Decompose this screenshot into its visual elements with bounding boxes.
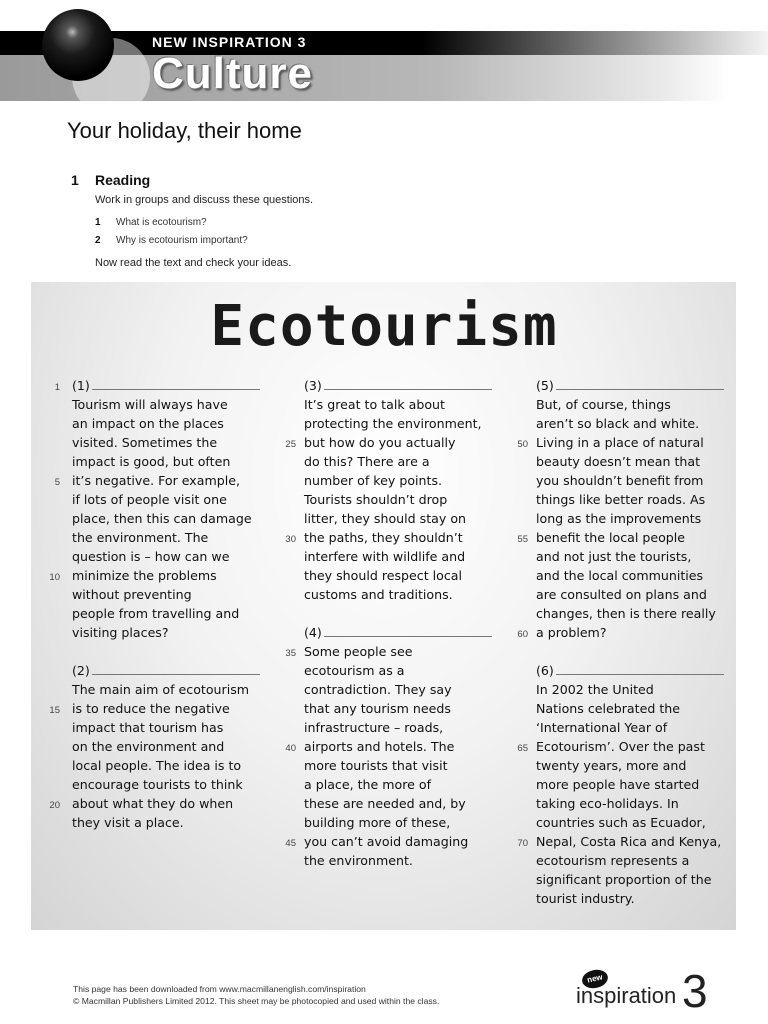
section-title: Reading [95,172,151,188]
article-line: do this? There are a [304,454,430,469]
inspiration-logo [574,966,724,1016]
paragraph-gap [304,604,494,623]
series-title: NEW INSPIRATION 3 [152,34,307,50]
line-number: 5 [54,477,60,488]
article-line: building more of these, [304,815,451,830]
question-text: What is ecotourism? [116,217,207,228]
article-line: visiting places? [72,625,169,640]
article-line: an impact on the places [72,416,224,431]
article-line: tourist industry. [536,891,635,906]
line-number: 35 [285,648,296,659]
article-line: significant proportion of the [536,872,712,887]
article-line: local people. The idea is to [72,758,242,773]
article-line: It’s great to talk about [304,397,445,412]
article-line: The main aim of ecotourism [72,682,250,697]
line-number: 15 [49,705,60,716]
article-line: airports and hotels. The [304,739,455,754]
article-line: ecotourism represents a [536,853,690,868]
article-line: without preventing [72,587,192,602]
line-number: 50 [517,439,528,450]
line-number: 70 [517,838,528,849]
article-line: number of key points. [304,473,443,488]
article-line: things like better roads. As [536,492,706,507]
article-line: the environment. The [72,530,209,545]
article-line: Tourism will always have [72,397,228,412]
line-number: 60 [517,629,528,640]
article-line: infrastructure – roads, [304,720,444,735]
line-number: 20 [49,800,60,811]
heading-answer-blank[interactable] [324,389,492,390]
article-line: impact that tourism has [72,720,224,735]
footer-download-line: This page has been downloaded from www.macmillanenglish.com/inspiration [73,984,366,994]
paragraph-heading [536,661,726,680]
article-line: beauty doesn’t mean that [536,454,701,469]
culture-heading: Culture [152,49,313,98]
heading-answer-blank[interactable] [556,674,724,675]
paragraph-heading [72,661,262,680]
article-line: about what they do when [72,796,234,811]
article-column-1 [72,376,262,832]
paragraph-number: (1) [72,378,90,393]
article-line: taking eco-holidays. In [536,796,679,811]
heading-answer-blank[interactable] [92,674,260,675]
article-line: visited. Sometimes the [72,435,218,450]
article-line: a problem? [536,625,607,640]
article-line: and the local communities [536,568,704,583]
black-ball-graphic [42,9,114,81]
paragraph-heading [304,376,494,395]
article-line: interfere with wildlife and [304,549,466,564]
paragraph-number: (4) [304,625,322,640]
paragraph-number: (3) [304,378,322,393]
article-line: a place, the more of [304,777,432,792]
article-line: In 2002 the United [536,682,654,697]
question-number: 2 [95,235,101,246]
article-line: they should respect local [304,568,463,583]
article-line: protecting the environment, [304,416,482,431]
article-line: Nepal, Costa Rica and Kenya, [536,834,722,849]
logo-digit: 3 [682,965,708,1017]
article-line: you can’t avoid damaging [304,834,469,849]
logo-badge: new [580,967,609,990]
article-line: But, of course, things [536,397,671,412]
article-line: and not just the tourists, [536,549,692,564]
paragraph-number: (2) [72,663,90,678]
article-line: it’s negative. For example, [72,473,240,488]
article-line: are consulted on plans and [536,587,707,602]
article-column-3 [536,376,726,908]
paragraph-gap [536,642,726,661]
article-line: the paths, they shouldn’t [304,530,463,545]
logo-word: inspiration [576,983,677,1008]
article-line: litter, they should stay on [304,511,467,526]
section-instruction: Work in groups and discuss these questions. [95,194,314,206]
article-line: you shouldn’t benefit from [536,473,704,488]
article-line: more tourists that visit [304,758,448,773]
article-line: Nations celebrated the [536,701,680,716]
article-line: minimize the problems [72,568,217,583]
line-number: 30 [285,534,296,545]
article-column-2 [304,376,494,870]
article-line: benefit the local people [536,530,686,545]
article-line: that any tourism needs [304,701,451,716]
article-line: Ecotourism’. Over the past [536,739,705,754]
article-line: they visit a place. [72,815,184,830]
heading-answer-blank[interactable] [556,389,724,390]
article-line: twenty years, more and [536,758,687,773]
article-line: but how do you actually [304,435,456,450]
line-number: 1 [54,382,60,393]
article-line: the environment. [304,853,413,868]
article-line: customs and traditions. [304,587,453,602]
question-number: 1 [95,217,101,228]
article-line: long as the improvements [536,511,702,526]
article-line: encourage tourists to think [72,777,243,792]
line-number: 45 [285,838,296,849]
question-text: Why is ecotourism important? [116,235,248,246]
footer-note [73,983,439,1007]
article-line: Tourists shouldn’t drop [304,492,448,507]
line-number: 10 [49,572,60,583]
line-number: 65 [517,743,528,754]
paragraph-heading [304,623,494,642]
article-line: if lots of people visit one [72,492,227,507]
heading-answer-blank[interactable] [324,636,492,637]
section-number: 1 [71,172,79,188]
article-line: place, then this can damage [72,511,252,526]
article-line: ‘International Year of [536,720,668,735]
article-line: these are needed and, by [304,796,466,811]
article-line: impact is good, but often [72,454,231,469]
footer-copyright-line: © Macmillan Publishers Limited 2012. This sheet may be photocopied and used within the class. [73,996,440,1006]
article-line: Living in a place of natural [536,435,704,450]
paragraph-number: (6) [536,663,554,678]
line-number: 55 [517,534,528,545]
article-line: changes, then is there really [536,606,716,621]
article-line: question is – how can we [72,549,230,564]
article-line: people from travelling and [72,606,240,621]
paragraph-gap [72,642,262,661]
line-number: 40 [285,743,296,754]
article-line: is to reduce the negative [72,701,230,716]
article-title: Ecotourism [210,294,558,359]
page-title: Your holiday, their home [67,118,302,143]
followup-instruction: Now read the text and check your ideas. [95,257,292,269]
paragraph-heading [72,376,262,395]
heading-answer-blank[interactable] [92,389,260,390]
article-line: contradiction. They say [304,682,452,697]
line-number: 25 [285,439,296,450]
paragraph-heading [536,376,726,395]
article-line: aren’t so black and white. [536,416,700,431]
article-line: countries such as Ecuador, [536,815,706,830]
article-line: Some people see [304,644,413,659]
article-line: more people have started [536,777,700,792]
article-line: on the environment and [72,739,225,754]
paragraph-number: (5) [536,378,554,393]
article-line: ecotourism as a [304,663,405,678]
